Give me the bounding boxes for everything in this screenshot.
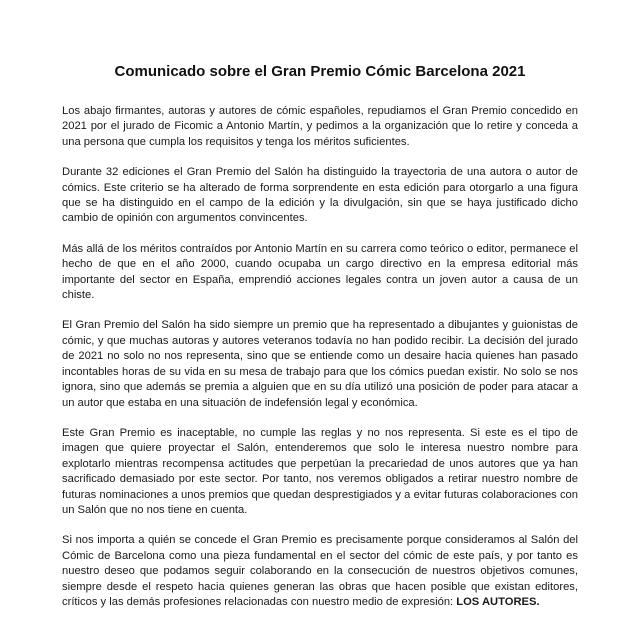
paragraph-3: Más allá de los méritos contraídos por Antonio Martín en su carrera como teórico o editor, permanece el hecho de que en el año 2000, cuando ocupaba un cargo directivo en la empresa editorial más importante del sector en España, emprendió acciones legales contra un joven autor a causa de un chiste. [62, 242, 578, 302]
statement-title: Comunicado sobre el Gran Premio Cómic Barcelona 2021 [114, 63, 526, 80]
paragraph-2: Durante 32 ediciones el Gran Premio del Salón ha distinguido la trayectoria de una autora o autor de cómics. Este criterio se ha alterado de forma sorprendente en esta edición para otorgarlo a una figura que se ha distinguido en el campo de la edición y la divulgación, sin que se haya justificado dicho cambio de opinión con argumentos convincentes. [62, 166, 578, 225]
paragraph-6-text: Si nos importa a quién se concede el Gran Premio es precisamente porque consideramos al Salón del Cómic de Barcelona como una pieza fundamental en el sector del cómic de este país, y por tanto es nuestro deseo que podamos seguir colaborando en la consecución de nuestros objetivos comunes, siempre desde el respeto hacia quienes generan las obras que hacen posible que existan editores, críticos y las demás profesiones relacionadas con nuestro medio de expresión: [62, 534, 578, 608]
signoff: LOS AUTORES. [456, 595, 540, 608]
paragraph-4: El Gran Premio del Salón ha sido siempre un premio que ha representado a dibujantes y guionistas de cómic, y que muchas autoras y autores veteranos todavía no han podido recibir. La decisión del jurado de 2021 no solo no nos representa, sino que se entiende como un desaire hacia quienes han pasado incontables horas de su vida en su mesa de trabajo para que los cómics puedan existir. No solo se nos ignora, sino que además se premia a alguien que en su día utilizó una posición de poder para atacar a un autor que estaba en una situación de indefensión legal y económica. [62, 319, 578, 409]
paragraph-5: Este Gran Premio es inaceptable, no cumple las reglas y no nos representa. Si este es el tipo de imagen que quiere proyectar el Salón, entenderemos que solo le interesa nuestro nombre para explotarlo mientras recompensa actitudes que perpetúan la precariedad de unos autores que ya han sacrificado demasiado por este sector. Por tanto, nos veremos obligados a retirar nuestro nombre de futuras nominaciones a unos premios que quedan desprestigiados y a evitar futuras colaboraciones con un Salón que no nos tiene en cuenta. [62, 426, 578, 516]
paragraph-1: Los abajo firmantes, autoras y autores de cómic españoles, repudiamos el Gran Premio concedido en 2021 por el jurado de Ficomic a Antonio Martín, y pedimos a la organización que lo retire y conceda a una persona que cumpla los requisitos y tenga los méritos suficientes. [62, 105, 578, 148]
paragraph-6 [62, 533, 578, 610]
